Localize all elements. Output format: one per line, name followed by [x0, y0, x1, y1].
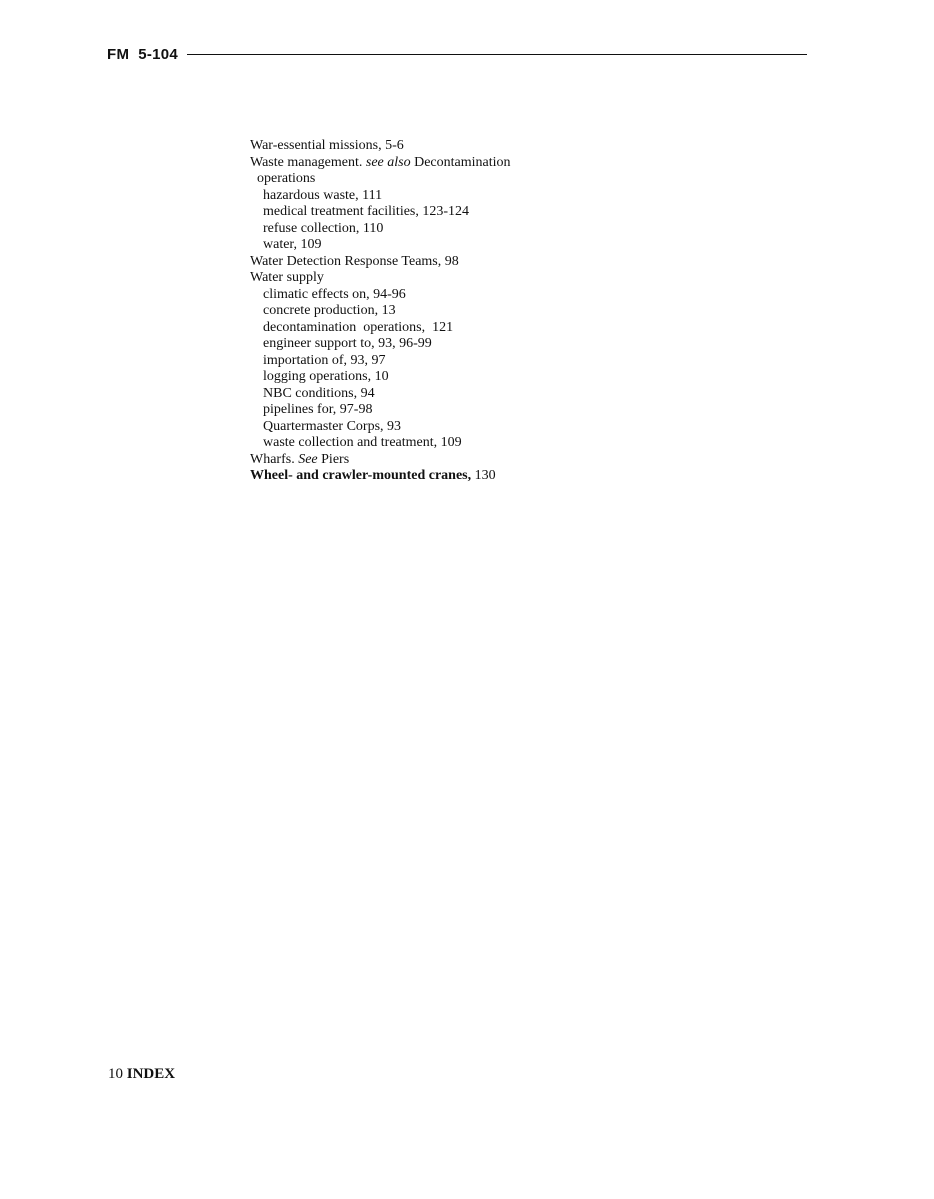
footer-label: INDEX [126, 1066, 176, 1082]
index-subentry: NBC conditions, 94 [263, 385, 375, 401]
cross-reference-phrase: see also [365, 154, 411, 170]
index-entry: Wharfs. See Piers [250, 451, 350, 467]
index-subentry: decontamination operations, 121 [263, 319, 454, 335]
running-header [107, 44, 807, 64]
index-subentry: Quartermaster Corps, 93 [263, 418, 402, 434]
index-subentry: engineer support to, 93, 96-99 [263, 336, 432, 351]
index-subentry: pipelines for, 97-98 [263, 402, 373, 417]
index-subentry: refuse collection, 110 [263, 220, 384, 236]
page-footer [108, 1066, 175, 1083]
index-entry: Water Detection Response Teams, 98 [250, 253, 459, 269]
index-list [250, 138, 511, 485]
index-entry: Waste management. see also Decontamination [250, 154, 511, 170]
index-entry-continuation: operations [257, 171, 316, 186]
index-subentry: medical treatment facilities, 123-124 [263, 204, 470, 219]
index-subentry: water, 109 [263, 237, 322, 252]
index-subentry: climatic effects on, 94-96 [263, 286, 406, 302]
bold-term: Wheel- and crawler-mounted cranes, [250, 468, 472, 483]
index-subentry: waste collection and treatment, 109 [263, 435, 462, 450]
index-entry: Wheel- and crawler-mounted cranes, 130 [250, 468, 496, 483]
index-subentry: importation of, 93, 97 [263, 352, 386, 368]
index-subentry: concrete production, 13 [263, 303, 396, 318]
index-entry: Water supply [250, 270, 324, 285]
index-subentry: logging operations, 10 [263, 369, 389, 384]
page-number: 10 [108, 1066, 127, 1082]
cross-reference-phrase: See [298, 451, 318, 467]
index-subentry: hazardous waste, 111 [263, 187, 383, 203]
index-entry: War-essential missions, 5-6 [250, 138, 404, 153]
header-rule [187, 54, 807, 55]
document-code: FM 5-104 [107, 45, 179, 63]
